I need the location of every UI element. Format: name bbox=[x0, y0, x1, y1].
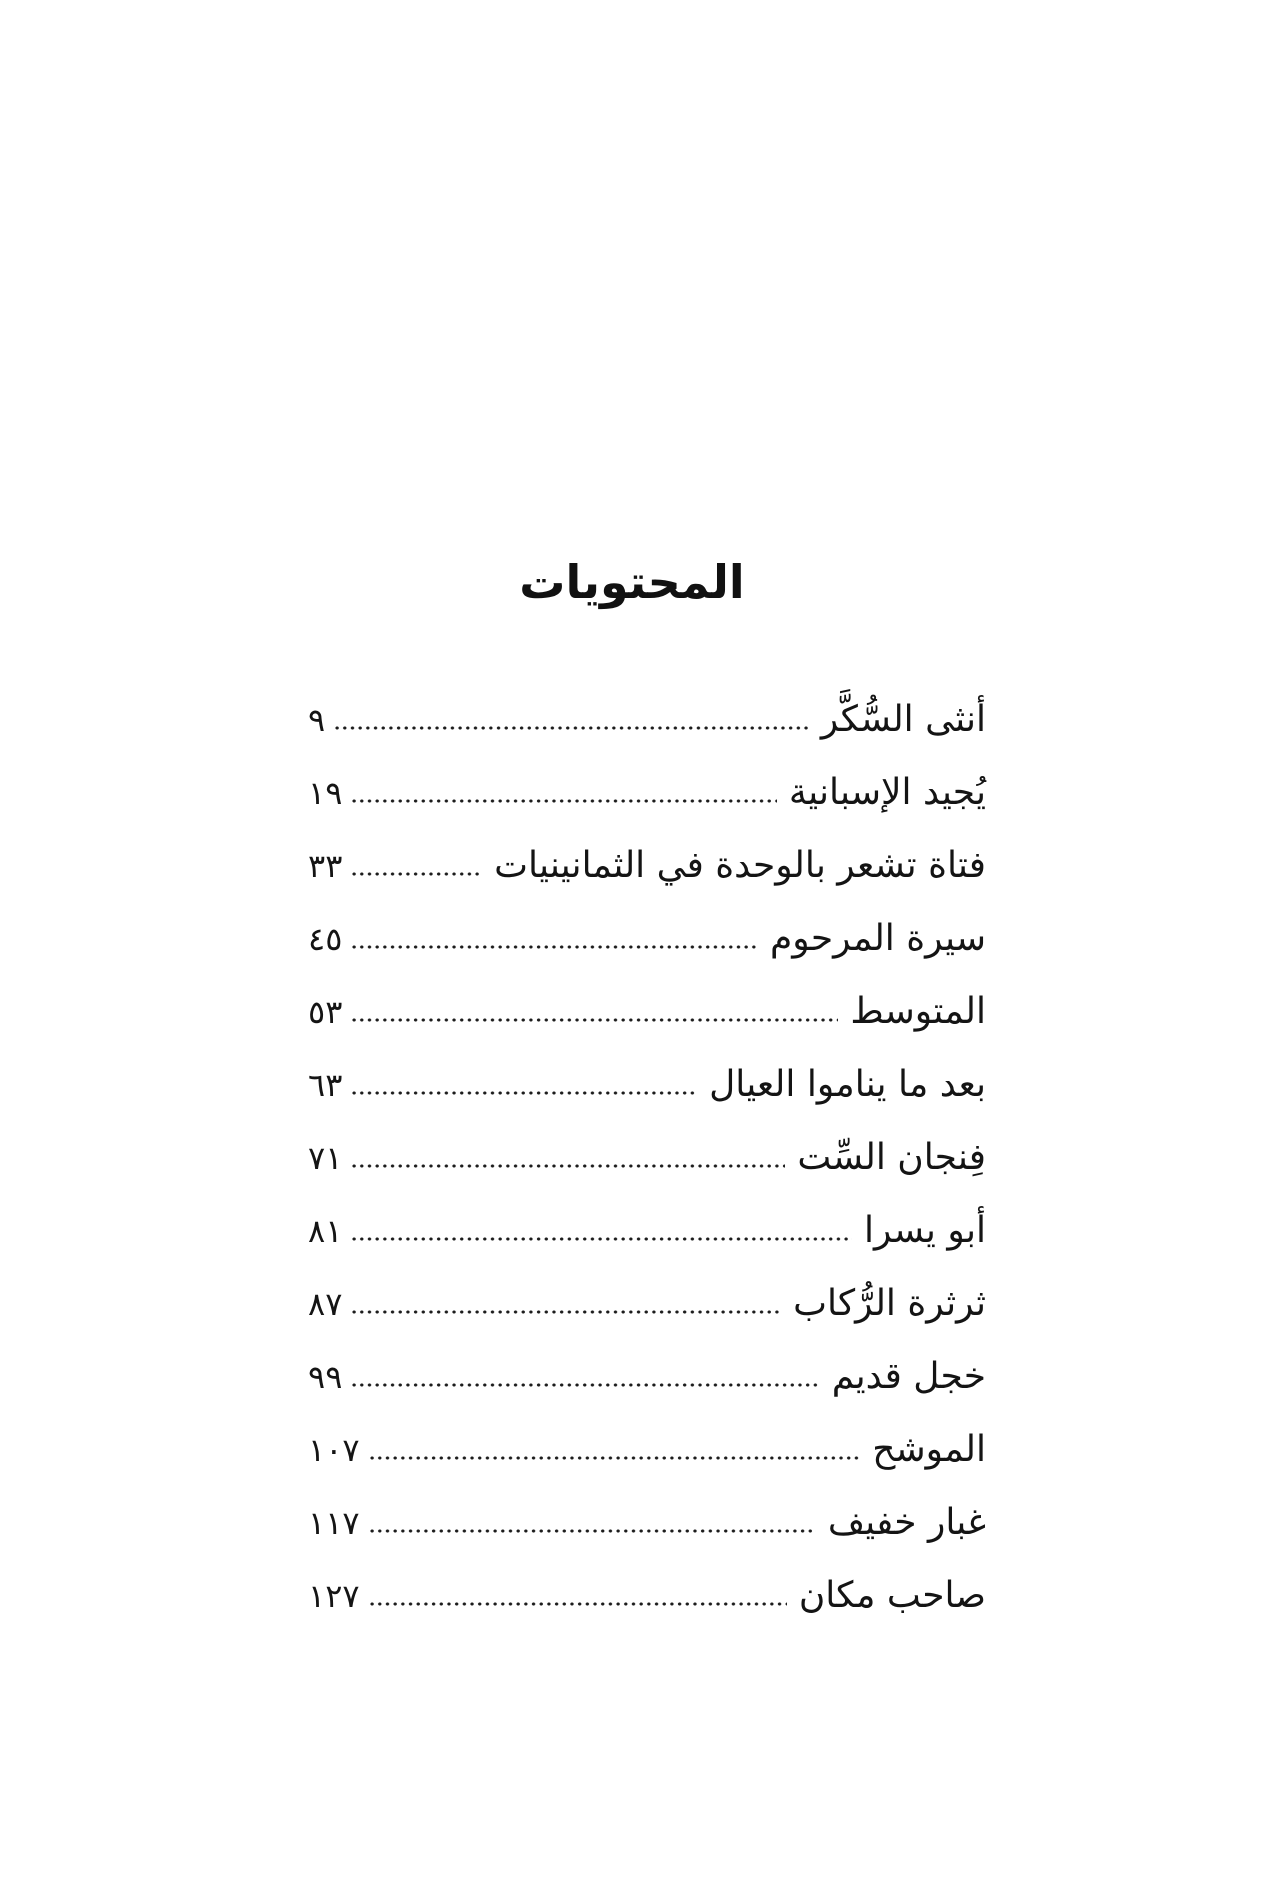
toc-entry-title: بعد ما يناموا العيال bbox=[709, 1064, 986, 1105]
toc-entry[interactable] bbox=[308, 756, 986, 829]
toc-entry-page-number: ٤٥ bbox=[308, 920, 343, 958]
toc-entry[interactable] bbox=[308, 1486, 986, 1559]
toc-entry-title: أبو يسرا bbox=[863, 1210, 986, 1251]
contents-title: المحتويات bbox=[519, 555, 745, 609]
toc-entry-page-number: ٣٣ bbox=[308, 847, 343, 885]
toc-entry[interactable] bbox=[308, 829, 986, 902]
dot-leader bbox=[352, 1310, 781, 1314]
toc-entry-title: فتاة تشعر بالوحدة في الثمانينيات bbox=[494, 845, 986, 886]
dot-leader bbox=[352, 1237, 852, 1241]
toc-entry-page-number: ٦٣ bbox=[308, 1066, 343, 1104]
toc-entry-page-number: ٧١ bbox=[308, 1139, 343, 1177]
dot-leader bbox=[335, 726, 809, 730]
toc-entry[interactable] bbox=[308, 1048, 986, 1121]
toc-entry-title: فِنجان السِّت bbox=[797, 1137, 986, 1178]
toc-entry-title: سيرة المرحوم bbox=[770, 918, 986, 959]
toc-entry[interactable] bbox=[308, 1267, 986, 1340]
dot-leader bbox=[370, 1529, 816, 1533]
toc-entry[interactable] bbox=[308, 1194, 986, 1267]
toc-entry-page-number: ١٩ bbox=[308, 774, 343, 812]
toc-entry-page-number: ١٢٧ bbox=[308, 1577, 360, 1615]
toc-entry-title: المتوسط bbox=[850, 991, 986, 1032]
dot-leader bbox=[352, 1164, 785, 1168]
toc-entry-page-number: ١٠٧ bbox=[308, 1431, 360, 1469]
dot-leader bbox=[352, 945, 758, 949]
toc-entry[interactable] bbox=[308, 1121, 986, 1194]
dot-leader bbox=[352, 872, 482, 876]
toc-entry-page-number: ٨١ bbox=[308, 1212, 343, 1250]
toc-entry[interactable] bbox=[308, 1340, 986, 1413]
toc-entry[interactable] bbox=[308, 683, 986, 756]
toc-entry-title: صاحب مكان bbox=[798, 1575, 986, 1616]
dot-leader bbox=[370, 1456, 861, 1460]
toc-entry-title: أنثى السُّكَّر bbox=[820, 699, 986, 740]
dot-leader bbox=[370, 1602, 787, 1606]
toc-entry[interactable] bbox=[308, 975, 986, 1048]
toc-entry-title: خجل قديم bbox=[831, 1356, 986, 1397]
toc-entry-page-number: ٥٣ bbox=[308, 993, 343, 1031]
toc-entry-title: غبار خفيف bbox=[827, 1502, 986, 1543]
toc-entry[interactable] bbox=[308, 1413, 986, 1486]
toc-entry-page-number: ١١٧ bbox=[308, 1504, 360, 1542]
dot-leader bbox=[352, 799, 776, 803]
toc-entry-title: ثرثرة الرُّكاب bbox=[793, 1283, 986, 1324]
toc-entry[interactable] bbox=[308, 1559, 986, 1632]
dot-leader bbox=[352, 1018, 838, 1022]
toc-entry-page-number: ٩ bbox=[308, 701, 326, 739]
toc-entry-title: يُجيد الإسبانية bbox=[788, 772, 986, 813]
toc-entry-page-number: ٨٧ bbox=[308, 1285, 343, 1323]
toc-entry[interactable] bbox=[308, 902, 986, 975]
toc-entry-title: الموشح bbox=[872, 1429, 986, 1470]
dot-leader bbox=[352, 1091, 697, 1095]
toc-list bbox=[308, 683, 986, 1632]
dot-leader bbox=[352, 1383, 819, 1387]
toc-entry-page-number: ٩٩ bbox=[308, 1358, 343, 1396]
